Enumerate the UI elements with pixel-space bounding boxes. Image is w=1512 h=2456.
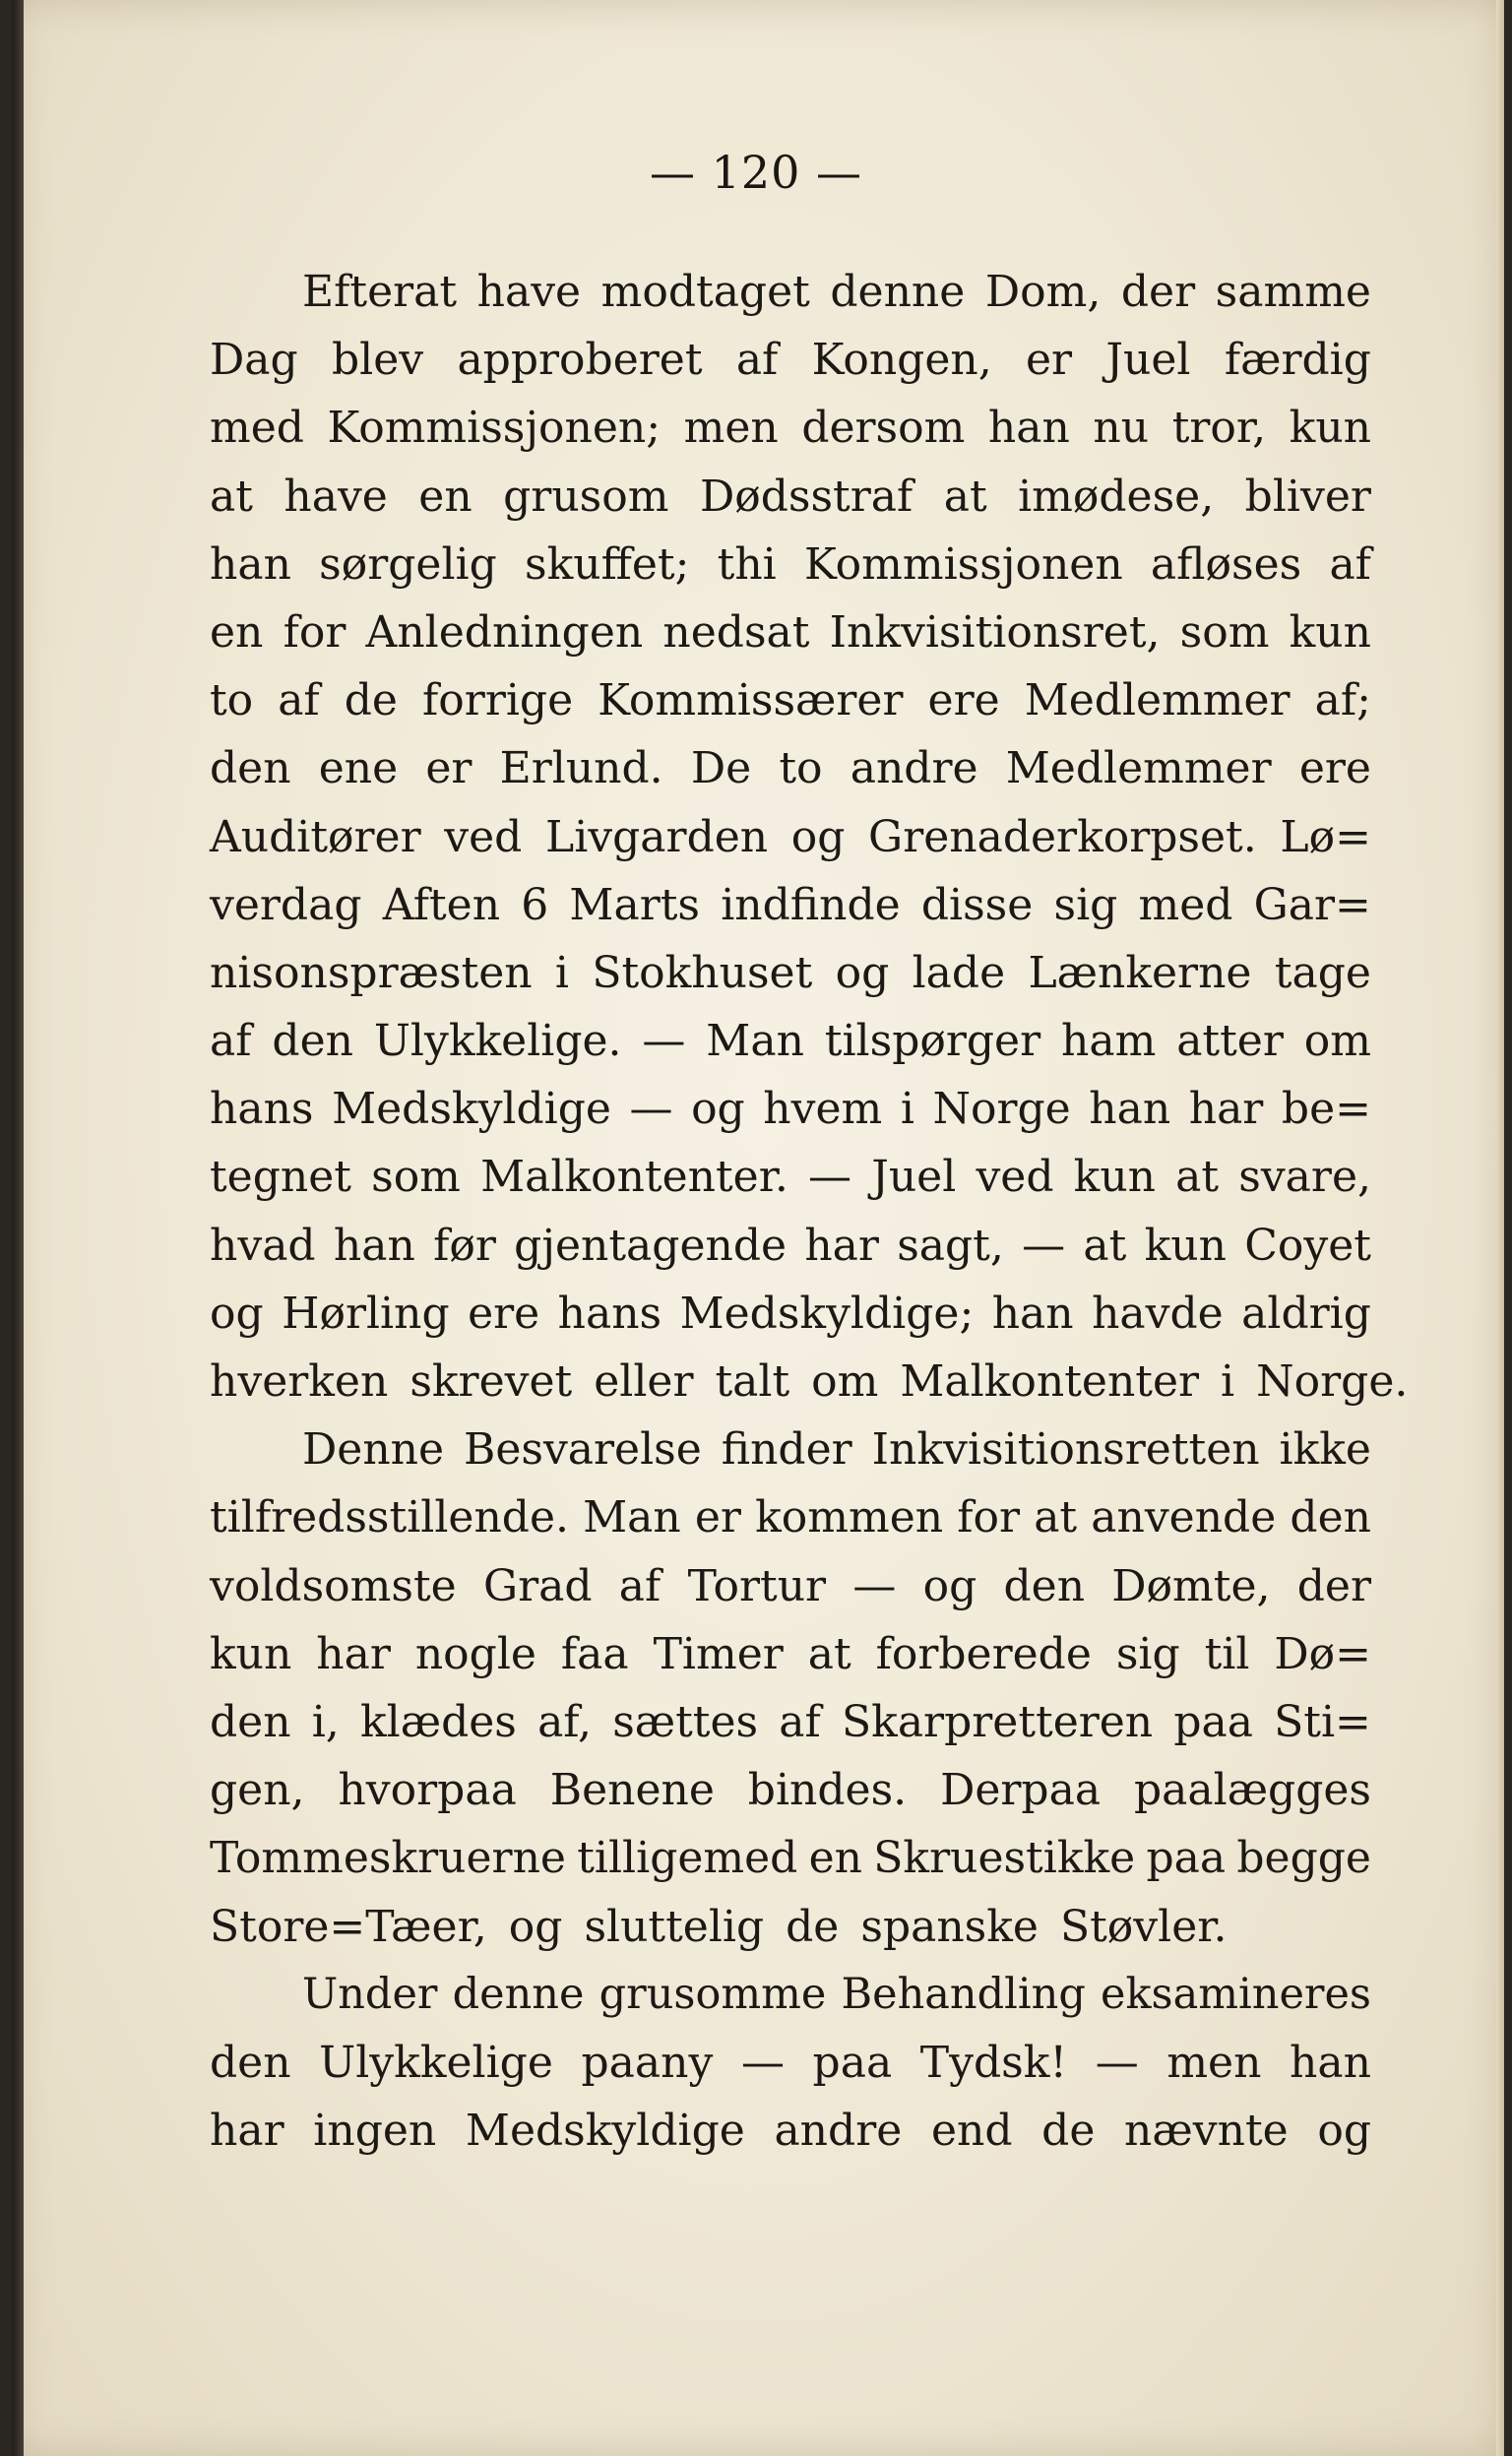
word: har <box>316 1628 391 1679</box>
word: og <box>790 811 846 862</box>
word: af <box>210 1016 252 1067</box>
word: at <box>1034 1492 1078 1543</box>
word: af <box>779 1696 821 1747</box>
word: Grenaderkorpset. <box>868 811 1257 862</box>
word: gen, <box>210 1765 305 1816</box>
word: verdag <box>210 879 362 930</box>
word: Skruestikke <box>873 1833 1136 1884</box>
word: modtaget <box>600 267 810 317</box>
word: med <box>210 403 304 454</box>
word: approberet <box>457 335 703 386</box>
word: thi <box>717 538 777 590</box>
word: Derpaa <box>940 1765 1102 1816</box>
word: er <box>1026 335 1073 386</box>
word: — <box>808 1152 852 1203</box>
word: tror, <box>1171 403 1267 454</box>
word: Dømte, <box>1111 1560 1271 1611</box>
word: Tommeskruerne <box>210 1833 566 1884</box>
word: hvorpaa <box>338 1765 517 1816</box>
word: Man <box>583 1492 681 1543</box>
word: eller <box>594 1356 694 1407</box>
word: paalægges <box>1133 1765 1371 1816</box>
word: end <box>930 2106 1013 2157</box>
word: Norge <box>932 1084 1071 1135</box>
word: hvad <box>210 1220 316 1271</box>
word: De <box>690 743 752 794</box>
word: ikke <box>1279 1424 1371 1476</box>
word: Skarpretteren <box>842 1696 1154 1747</box>
word: to <box>779 743 823 794</box>
word: om <box>1303 1016 1371 1067</box>
word: færdig <box>1224 335 1371 386</box>
word: for <box>283 606 346 658</box>
word: hans <box>557 1288 662 1339</box>
text-line-20 <box>210 1552 1371 1620</box>
word: og <box>1317 2106 1371 2157</box>
word: to <box>210 675 254 726</box>
word: Stokhuset <box>592 947 813 998</box>
word: at <box>1175 1152 1220 1203</box>
word: Juel <box>1105 335 1191 386</box>
word: forrige <box>422 675 574 726</box>
word: og <box>922 1560 977 1611</box>
word: ved <box>444 811 523 862</box>
word: i, <box>311 1696 340 1747</box>
text-line-8 <box>210 734 1371 802</box>
word: Store=Tæer, <box>210 1901 487 1952</box>
text-line-22 <box>210 1688 1371 1756</box>
word: Erlund. <box>499 743 663 794</box>
text-line-16 <box>210 1280 1371 1348</box>
word: nogle <box>414 1628 536 1679</box>
text-line-19 <box>210 1483 1371 1551</box>
word: Medskyldige <box>465 2106 745 2157</box>
word: sig <box>1053 879 1118 930</box>
word: Besvarelse <box>463 1424 702 1476</box>
word: grusomme <box>598 1969 827 2019</box>
word: nu <box>1093 403 1150 454</box>
word: han <box>1290 2037 1371 2088</box>
word: blev <box>332 335 424 386</box>
word: tegnet <box>210 1152 351 1203</box>
text-line-3 <box>210 394 1371 462</box>
text-line-18 <box>210 1416 1371 1483</box>
word: som <box>1179 606 1270 658</box>
word: af, <box>537 1696 592 1747</box>
word: ere <box>468 1288 540 1339</box>
word: skrevet <box>410 1356 573 1407</box>
word: Livgarden <box>544 811 769 862</box>
word: nævnte <box>1124 2106 1289 2157</box>
word: til <box>1204 1628 1250 1679</box>
word: bindes. <box>747 1765 908 1816</box>
word: — <box>1095 2037 1139 2088</box>
word: ere <box>1298 743 1371 794</box>
word: men <box>1166 2037 1262 2088</box>
word: ingen <box>313 2106 437 2157</box>
word: — <box>852 1560 897 1611</box>
word: skuffet; <box>525 538 690 590</box>
word: har <box>804 1220 879 1271</box>
word: i <box>1221 1356 1235 1407</box>
word: disse <box>920 879 1034 930</box>
text-line-25 <box>210 1893 1371 1961</box>
text-line-23 <box>210 1756 1371 1824</box>
word: tage <box>1274 947 1371 998</box>
word: den <box>1290 1492 1371 1543</box>
text-line-11 <box>210 939 1371 1007</box>
word: gjentagende <box>514 1220 788 1271</box>
word: — <box>629 1084 673 1135</box>
word: Lænkerne <box>1028 947 1252 998</box>
text-line-9 <box>210 803 1371 871</box>
word: hverken <box>210 1356 389 1407</box>
word: hans <box>210 1084 314 1135</box>
page-outer-edge <box>1496 0 1504 2456</box>
word: og <box>210 1288 264 1339</box>
word: har <box>1188 1084 1264 1135</box>
text-line-7 <box>210 666 1371 734</box>
word: Inkvisitionsretten <box>871 1424 1260 1476</box>
word: som <box>371 1152 461 1203</box>
word: Denne <box>302 1424 445 1476</box>
word: Kongen, <box>811 335 992 386</box>
word: ere <box>927 675 1000 726</box>
word: Kommissærer <box>598 675 904 726</box>
word: han <box>333 1220 415 1271</box>
word: sig <box>1115 1628 1180 1679</box>
word: eksamineres <box>1101 1969 1371 2019</box>
word: om <box>811 1356 879 1407</box>
word: andre <box>774 2106 903 2157</box>
word: af <box>1329 538 1371 590</box>
text-line-12 <box>210 1007 1371 1075</box>
word: Aften <box>382 879 501 930</box>
word: Støvler. <box>1059 1901 1228 1952</box>
word: Auditører <box>210 811 421 862</box>
word: grusom <box>503 471 669 522</box>
word: imødese, <box>1018 471 1215 522</box>
word: spanske <box>860 1901 1039 1952</box>
word: havde <box>1092 1288 1224 1339</box>
word: kommen <box>755 1492 944 1543</box>
word: den <box>1003 1560 1086 1611</box>
text-line-5 <box>210 531 1371 598</box>
word: Dødsstraf <box>699 471 914 522</box>
text-line-2 <box>210 326 1371 394</box>
word: er <box>694 1492 741 1543</box>
word: den <box>272 1016 353 1067</box>
word: talt <box>715 1356 790 1407</box>
text-line-15 <box>210 1212 1371 1280</box>
page-binding-edge <box>12 0 24 2456</box>
word: Ulykkelige. <box>373 1016 622 1067</box>
word: sluttelig <box>584 1901 765 1952</box>
text-line-13 <box>210 1075 1371 1143</box>
word: de <box>344 675 398 726</box>
word: og <box>835 947 890 998</box>
word: Behandling <box>841 1969 1086 2019</box>
word: denne <box>452 1969 585 2019</box>
word: be= <box>1281 1084 1371 1135</box>
word: Grad <box>482 1560 593 1611</box>
word: sørgelig <box>319 538 497 590</box>
word: tilligemed <box>577 1833 798 1884</box>
word: af <box>735 335 779 386</box>
word: Lø= <box>1280 811 1371 862</box>
word: en <box>210 606 264 658</box>
word: andre <box>850 743 978 794</box>
word: Kommissjonen <box>803 538 1123 590</box>
word: hvem <box>763 1084 883 1135</box>
word: i <box>900 1084 914 1135</box>
text-line-26 <box>210 1961 1371 2029</box>
word: af <box>278 675 320 726</box>
word: Inkvisitionsret, <box>829 606 1161 658</box>
word: Under <box>302 1969 438 2019</box>
word: at <box>210 471 253 522</box>
word: Hørling <box>282 1288 450 1339</box>
word: afløses <box>1150 538 1302 590</box>
text-line-17 <box>210 1348 1409 1416</box>
word: Benene <box>549 1765 715 1816</box>
word: forberede <box>875 1628 1092 1679</box>
text-line-28 <box>210 2097 1371 2165</box>
word: denne <box>830 267 966 317</box>
word: aldrig <box>1241 1288 1371 1339</box>
word: af <box>618 1560 662 1611</box>
text-line-27 <box>210 2029 1371 2097</box>
word: at <box>807 1628 851 1679</box>
word: han <box>1089 1084 1171 1135</box>
text-line-1 <box>210 258 1371 326</box>
word: ene <box>318 743 399 794</box>
word: faa <box>560 1628 629 1679</box>
word: Medskyldige; <box>679 1288 975 1339</box>
word: — <box>642 1016 686 1067</box>
text-line-14 <box>210 1143 1371 1211</box>
word: have <box>476 267 582 317</box>
word: Dag <box>210 335 298 386</box>
text-line-10 <box>210 871 1371 939</box>
word: at <box>943 471 987 522</box>
word: for <box>957 1492 1021 1543</box>
word: nedsat <box>662 606 810 658</box>
word: sættes <box>612 1696 759 1747</box>
word: — <box>740 2037 785 2088</box>
word: 6 <box>521 879 549 930</box>
word: Dø= <box>1274 1628 1371 1679</box>
word: Kommissjonen; <box>327 403 662 454</box>
word: paa <box>812 2037 893 2088</box>
word: kun <box>1289 403 1371 454</box>
word: de <box>1041 2106 1096 2157</box>
word: Marts <box>569 879 701 930</box>
word: at <box>1083 1220 1127 1271</box>
word: han <box>991 1288 1074 1339</box>
word: Medlemmer <box>1005 743 1272 794</box>
word: kun <box>1144 1220 1227 1271</box>
page-number: — 120 — <box>649 146 863 199</box>
word: indfinde <box>721 879 901 930</box>
word: han <box>210 538 291 590</box>
word: Man <box>706 1016 804 1067</box>
word: af; <box>1314 675 1371 726</box>
word: er <box>425 743 472 794</box>
word: men <box>683 403 779 454</box>
word: der <box>1120 267 1196 317</box>
word: og <box>508 1901 563 1952</box>
word: Coyet <box>1244 1220 1371 1271</box>
word: Anledningen <box>365 606 644 658</box>
word: paany <box>581 2037 714 2088</box>
word: Ulykkelige <box>319 2037 553 2088</box>
word: nisonspræsten <box>210 947 533 998</box>
word: med <box>1138 879 1233 930</box>
word: Gar= <box>1253 879 1371 930</box>
word: ham <box>1061 1016 1157 1067</box>
word: bliver <box>1244 471 1371 522</box>
word: i <box>554 947 569 998</box>
word: Medskyldige <box>332 1084 611 1135</box>
word: klædes <box>359 1696 517 1747</box>
word: have <box>284 471 388 522</box>
word: ved <box>976 1152 1054 1203</box>
body-text <box>210 258 1409 2165</box>
word: paa <box>1173 1696 1253 1747</box>
word: voldsomste <box>210 1560 457 1611</box>
word: før <box>433 1220 496 1271</box>
word: — <box>1022 1220 1066 1271</box>
word: han <box>987 403 1070 454</box>
word: Efterat <box>302 267 458 317</box>
word: kun <box>210 1628 292 1679</box>
word: kun <box>1073 1152 1156 1203</box>
word: en <box>808 1833 862 1884</box>
word: den <box>210 2037 291 2088</box>
word: kun <box>1289 606 1371 658</box>
word: den <box>210 743 291 794</box>
word: Sti= <box>1274 1696 1371 1747</box>
word: Malkontenter. <box>480 1152 788 1203</box>
word: svare, <box>1238 1152 1371 1203</box>
word: og <box>691 1084 745 1135</box>
word: Medlemmer <box>1024 675 1291 726</box>
word: Dom, <box>984 267 1102 317</box>
word: tilfredsstillende. <box>210 1492 569 1543</box>
word: Malkontenter <box>900 1356 1200 1407</box>
word: Tortur <box>687 1560 827 1611</box>
word: Timer <box>653 1628 784 1679</box>
word: samme <box>1215 267 1371 317</box>
text-line-6 <box>210 598 1371 666</box>
word: paa <box>1146 1833 1227 1884</box>
word: Tydsk! <box>919 2037 1068 2088</box>
word: den <box>210 1696 291 1747</box>
word: dersom <box>801 403 966 454</box>
word: har <box>210 2106 284 2157</box>
word: Juel <box>871 1152 957 1203</box>
text-line-21 <box>210 1620 1371 1688</box>
word: finder <box>721 1424 852 1476</box>
word: Norge. <box>1256 1356 1409 1407</box>
word: begge <box>1236 1833 1371 1884</box>
word: en <box>418 471 472 522</box>
word: anvende <box>1091 1492 1277 1543</box>
text-line-4 <box>210 463 1371 531</box>
word: sagt, <box>897 1220 1004 1271</box>
word: de <box>786 1901 840 1952</box>
word: lade <box>912 947 1006 998</box>
word: tilspørger <box>824 1016 1041 1067</box>
text-line-24 <box>210 1824 1371 1892</box>
word: der <box>1296 1560 1371 1611</box>
word: atter <box>1176 1016 1284 1067</box>
